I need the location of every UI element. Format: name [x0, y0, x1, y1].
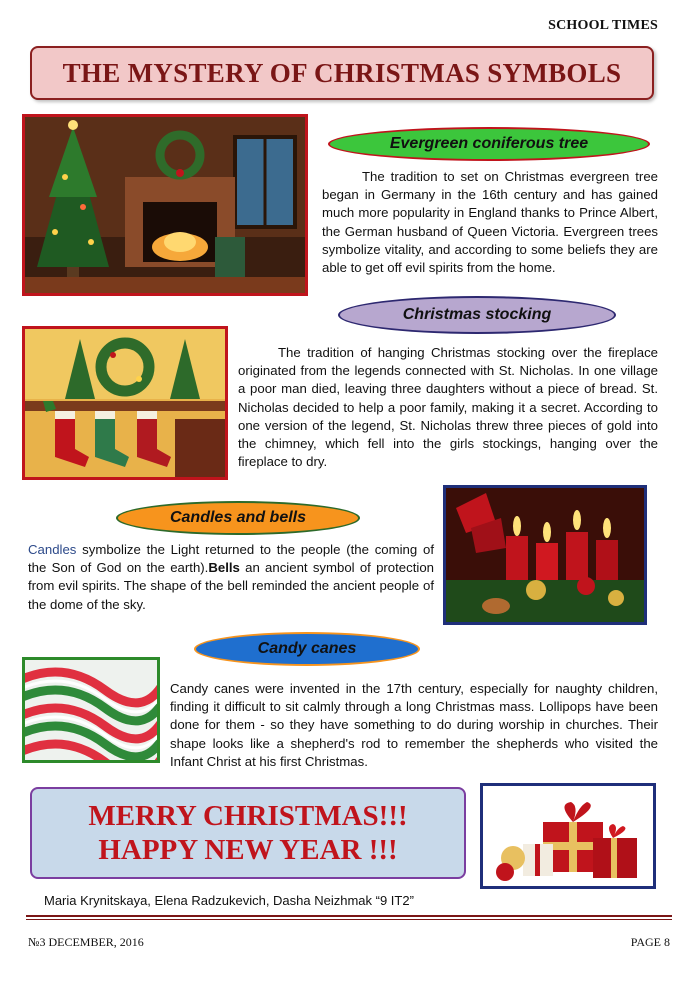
heading-stocking: Christmas stocking — [402, 306, 552, 323]
authors-credit: Maria Krynitskaya, Elena Radzukevich, Dasha Neizhmak “9 IT2” — [44, 893, 414, 908]
fireplace-tree-illustration — [25, 117, 305, 293]
page-number: PAGE 8 — [630, 935, 670, 949]
candy-paragraph: Candy canes were invented in the 17th century, especially for naughty children, finding it difficult to sit calmly through a long Christmas mass. Lollipops have been done for them - so they have something to do during worship in churches. Their shape looks like a shepherd's rod to remember the shepherds who visited the Infant Christ at his first Christmas. — [170, 681, 658, 769]
candles-text-part1: symbolize the Light returned to the people (the coming of the Son of God on the earth). — [28, 542, 434, 576]
candy-canes-illustration — [25, 660, 157, 760]
title-banner — [30, 46, 654, 100]
heading-evergreen: Evergreen coniferous tree — [389, 135, 589, 152]
heading-candles-pill — [116, 501, 360, 535]
heading-stocking-pill — [338, 296, 616, 334]
bells-word: Bells — [208, 560, 240, 576]
gifts-illustration — [483, 786, 653, 886]
greeting-line-2: HAPPY NEW YEAR !!! — [98, 834, 398, 866]
issue-date: №3 DECEMBER, 2016 — [28, 935, 144, 949]
gifts-photo — [480, 783, 656, 889]
candles-text-part2: an ancient symbol of protection from evil spirits. The shape of the bell reminded the ancient people of the dome of the sky. — [28, 560, 434, 612]
page-title: THE MYSTERY OF CHRISTMAS SYMBOLS — [62, 57, 622, 88]
heading-candles: Candles and bells — [169, 509, 307, 526]
candles-paragraph — [28, 541, 434, 614]
footer-rule-bottom — [26, 919, 672, 920]
greeting-box — [30, 787, 466, 879]
candles-word: Candles — [28, 542, 77, 557]
masthead: SCHOOL TIMES — [548, 18, 658, 33]
heading-candy: Candy canes — [257, 640, 357, 657]
evergreen-paragraph: The tradition to set on Christmas evergreen tree began in Germany in the 16th century and has gained much more popularity in England thanks to Prince Albert, the German husband of Queen Victoria. Evergreen trees symbolize vitality, and according to some beliefs they are able to get off evil spirits from the home. — [322, 169, 658, 276]
greeting-line-1: MERRY CHRISTMAS!!! — [88, 800, 408, 832]
stockings-illustration — [25, 329, 225, 477]
candles-photo — [443, 485, 647, 625]
heading-evergreen-pill — [328, 127, 650, 161]
fireplace-tree-photo — [22, 114, 308, 296]
stocking-paragraph: The tradition of hanging Christmas stocking over the fireplace originated from the legends connected with St. Nicholas. In one village a poor man died, leaving three daughters without a piece of bread. St. Nicholas decided to help a poor family, making it a secret. According to one version of the legend, St. Nicholas threw three pieces of gold into the chimney, which fell into the girls stockings, hanging over the fireplace to dry. — [238, 345, 658, 470]
candles-illustration — [446, 488, 644, 622]
footer-rule-top — [26, 915, 672, 917]
candy-canes-photo — [22, 657, 160, 763]
heading-candy-pill — [194, 632, 420, 666]
stockings-photo — [22, 326, 228, 480]
